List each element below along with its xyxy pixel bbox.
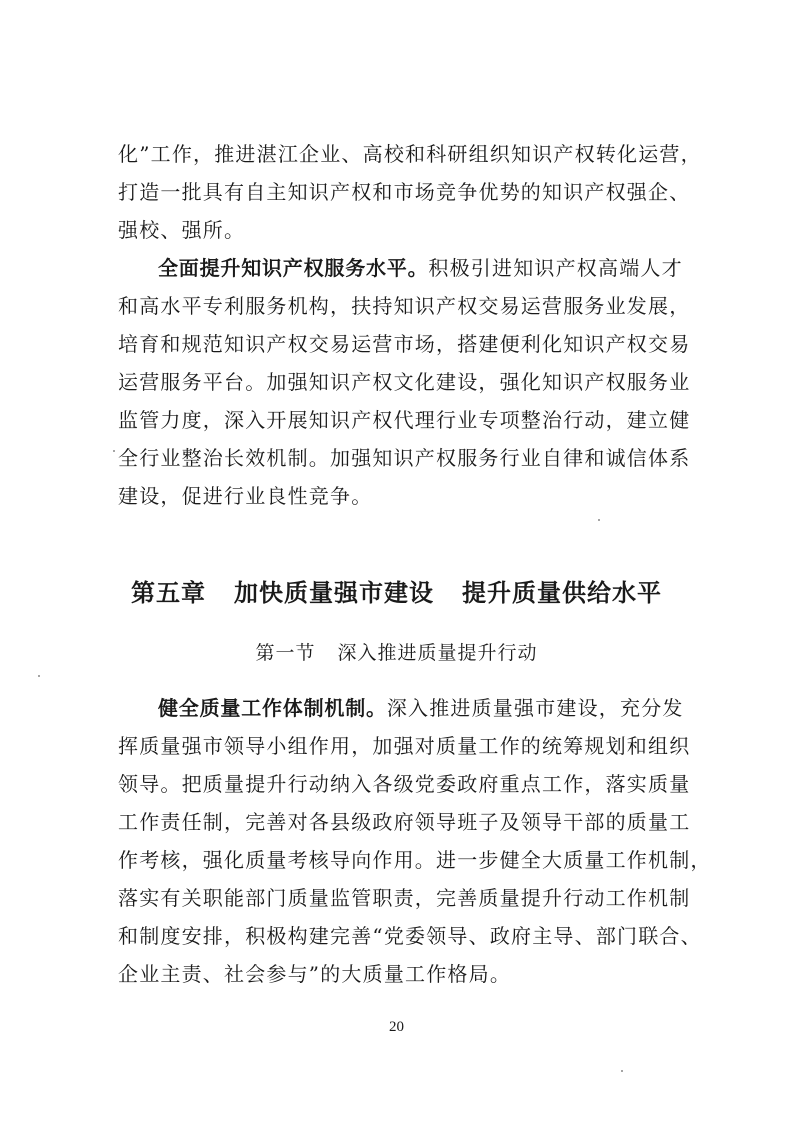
scan-speck — [621, 1070, 623, 1072]
paragraph2-line-6: 全行业整治长效机制。加强知识产权服务行业自律和诚信体系 — [118, 446, 691, 470]
paragraph3-line-8: 企业主责、社会参与”的大质量工作格局。 — [118, 962, 512, 986]
paragraph3-line-2: 挥质量强市领导小组作用，加强对质量工作的统筹规划和组织 — [118, 734, 691, 758]
paragraph3-line-5: 作考核，强化质量考核导向作用。进一步健全大质量工作机制， — [118, 848, 712, 872]
scan-speck — [113, 450, 115, 452]
chapter-label: 第五章 — [131, 579, 206, 607]
chapter-title-part1: 加快质量强市建设 — [234, 579, 434, 607]
paragraph2-line-3: 培育和规范知识产权交易运营市场，搭建便利化知识产权交易 — [118, 332, 691, 356]
paragraph3-first-line — [158, 695, 684, 721]
section-title — [0, 638, 793, 665]
paragraph2-lead-heading: 全面提升知识产权服务水平。 — [158, 256, 429, 280]
paragraph2-first-line — [158, 255, 683, 281]
paragraph1-line-3: 强校、强所。 — [118, 218, 246, 242]
paragraph2-line-5: 监管力度，深入开展知识产权代理行业专项整治行动，建立健 — [118, 408, 691, 432]
scan-speck — [598, 519, 600, 521]
paragraph3-line-6: 落实有关职能部门质量监管职责，完善质量提升行动工作机制 — [118, 886, 691, 910]
paragraph1-line-1: 化”工作，推进湛江企业、高校和科研组织知识产权转化运营， — [118, 142, 702, 166]
paragraph2-line-7: 建设，促进行业良性竞争。 — [118, 484, 373, 508]
paragraph2-line-4: 运营服务平台。加强知识产权文化建设，强化知识产权服务业 — [118, 370, 691, 394]
scan-speck — [38, 675, 40, 677]
chapter-title — [0, 573, 793, 608]
page-number: 20 — [389, 1019, 404, 1035]
section-title-text: 深入推进质量提升行动 — [337, 642, 538, 664]
paragraph3-line-7: 和制度安排，积极构建完善“党委领导、政府主导、部门联合、 — [118, 924, 702, 948]
paragraph2-first-line-text: 积极引进知识产权高端人才 — [428, 256, 683, 280]
paragraph2-line-2: 和高水平专利服务机构，扶持知识产权交易运营服务业发展， — [118, 294, 691, 318]
chapter-title-part2: 提升质量供给水平 — [462, 579, 662, 607]
paragraph1-line-2: 打造一批具有自主知识产权和市场竞争优势的知识产权强企、 — [118, 180, 691, 204]
paragraph3-line-3: 领导。把质量提升行动纳入各级党委政府重点工作，落实质量 — [118, 772, 691, 796]
section-label: 第一节 — [255, 642, 316, 664]
paragraph3-line-4: 工作责任制，完善对各县级政府领导班子及领导干部的质量工 — [118, 810, 691, 834]
paragraph3-first-line-text: 深入推进质量强市建设，充分发 — [386, 696, 684, 720]
paragraph3-lead-heading: 健全质量工作体制机制。 — [158, 696, 387, 720]
